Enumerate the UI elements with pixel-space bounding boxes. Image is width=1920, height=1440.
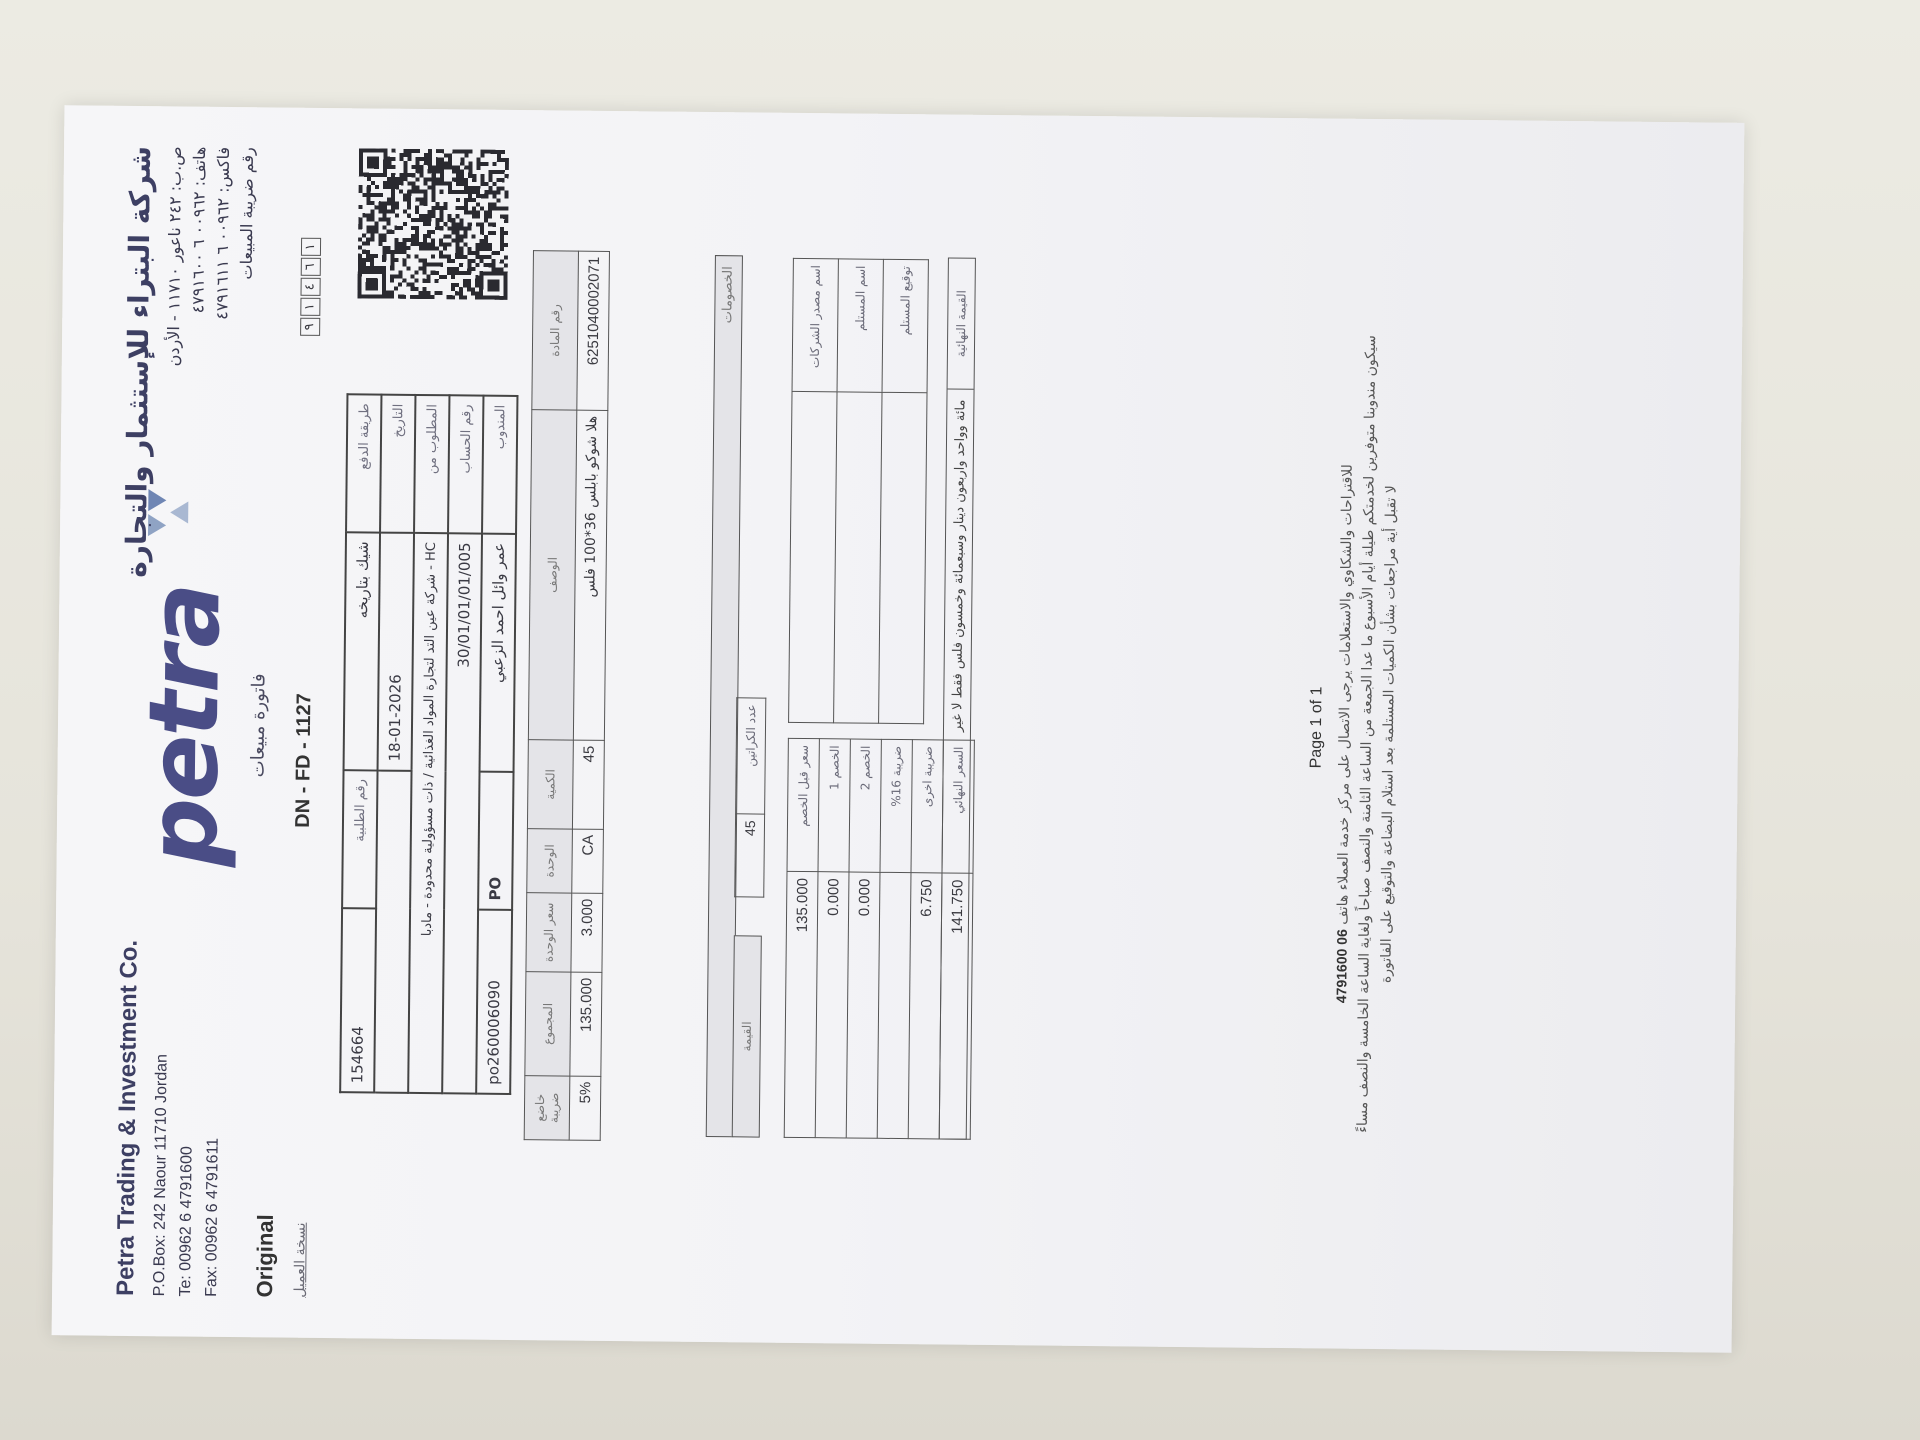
copy-label: نسخة العميل [292, 1222, 309, 1298]
col-code: رقم المادة [532, 251, 579, 410]
company-name-en: Petra Trading & Investment Co. [112, 939, 143, 1297]
invoice-paper [52, 105, 1745, 1353]
carton-total: 45 [735, 814, 765, 897]
footer-hours-line: سيكون مندوبنا متوفرين لخدمتكم طيلة أيام الأسبوع ما عدا الجمعة من الساعة الثامنة والنصف صباحاً ولغاية الساعة الخامسة والنصف مساءً [1354, 335, 1380, 1133]
page-number: Page 1 of 1 [1307, 686, 1326, 769]
item-description: هلا شوكو بابلس 36*100 فلس [573, 410, 607, 740]
customer-label: المطلوب من [414, 395, 449, 533]
other-tax: 6.750 [908, 873, 942, 1139]
totals-row [908, 740, 943, 1139]
col-total: المجموع [525, 972, 571, 1076]
account-number-label: رقم الحساب [448, 395, 483, 533]
tax-digit: ١ [300, 298, 320, 316]
tax-digit: ٩ [300, 318, 320, 336]
col-description: الوصف [528, 410, 576, 740]
item-unit-price: 3.000 [571, 893, 603, 972]
item-total: 135.000 [570, 972, 602, 1076]
issuer-name [789, 391, 837, 722]
company-name-ar: شركة البتراء للإستثمار والتجارة [119, 145, 158, 578]
tax-number [300, 238, 321, 336]
company-tel-en: Te: 00962 6 4791600 [177, 1146, 196, 1297]
company-contact-ar [162, 146, 260, 367]
invoice-title: فاتورة مبيعات [247, 673, 270, 778]
company-contact-en [147, 1054, 228, 1297]
receiver-signature-label: توقيع المستلم [882, 259, 928, 392]
signatures-table [788, 258, 929, 724]
signature-row [789, 258, 839, 722]
invoice-info-table [339, 393, 518, 1095]
col-tax: خاضع ضريبة [524, 1076, 570, 1140]
customer-name: HC - شركة عين التد لتجارة المواد الغذائية / ذات مسؤولية محدودة - مادبا [408, 533, 448, 1093]
order-number: 154664 [340, 908, 376, 1093]
carton-row [735, 698, 766, 897]
tax-number-label: رقم ضريبة المبيعات [236, 147, 258, 280]
footer-policy-line: لا تقبل أية مراجعات بشأن الكميات المستلمة بعد استلام البضاعة والتوقيع على الفاتورة [1378, 485, 1400, 984]
footer-notes [1327, 209, 1405, 1260]
discounts-label: الخصومات [720, 266, 736, 324]
logo-triangle-icon [170, 501, 188, 523]
qr-code [357, 148, 509, 300]
tax-digit: ٦ [301, 258, 321, 276]
amount-words-text: مائة وواحد واربعون دينار وسبعمائة وخمسون فلس فقط لا غير [949, 399, 968, 732]
item-unit: CA [572, 829, 604, 893]
carton-label: عدد الكراتين [736, 698, 766, 814]
totals-row [815, 739, 850, 1138]
footer-phone: 06 4791600 [1333, 929, 1350, 1004]
col-unit: الوحدة [527, 829, 573, 893]
col-unit-price: سعر الوحدة [526, 893, 572, 972]
company-fax-ar: فاكس: ٠٠٩٦٢ ٦ ٤٧٩١٦١١ [212, 146, 234, 320]
account-number: 30/01/01/01/005 [442, 533, 482, 1093]
po-number: po260006090 [476, 909, 512, 1094]
receiver-label: اسم المستلم [837, 259, 883, 392]
order-number-label: رقم الطلبية [342, 770, 377, 908]
totals-row [877, 739, 912, 1138]
copy-type: Original [252, 1214, 278, 1298]
totals-row [784, 738, 819, 1137]
invoice-date: 18-01-2026 [378, 533, 414, 771]
amount-words-label: القيمة النهائية [948, 259, 975, 390]
footer-contact-text: للاقتراحات والشكاوي والاستعلامات يرجى الاتصال على مركز خدمة العملاء هاتف [1334, 464, 1356, 925]
discount-1-label: الخصم 1 [818, 739, 850, 872]
item-qty: 45 [572, 740, 604, 829]
company-fax-en: Fax: 00962 6 4791611 [203, 1137, 222, 1297]
payment-method-label: طريقة الدفع [346, 394, 381, 532]
payment-method: شيك بتاريخه [344, 532, 380, 770]
company-address-ar: ص.ب: ٢٤٢ ناعور ١١٧١٠ - الأردن [163, 146, 186, 367]
other-tax-label: ضريبة اخرى [911, 740, 943, 873]
tax-digit: ٤ [301, 278, 321, 296]
invoice-date-label: التاريخ [380, 395, 415, 533]
receiver-signature [879, 392, 927, 723]
items-table [524, 250, 610, 1141]
subtotal-label: سعر قبل الخصم [787, 738, 819, 871]
tax-16 [877, 872, 911, 1138]
col-qty: الكمية [527, 740, 573, 829]
discount-1: 0.000 [815, 872, 849, 1138]
logo-wordmark: petra [126, 584, 242, 868]
company-tel-ar: هاتف: ٠٠٩٦٢ ٦ ٤٧٩١٦٠٠ [188, 146, 210, 314]
receiver-name [834, 392, 882, 723]
subtotal: 135.000 [784, 871, 818, 1137]
item-code: 6251040002071 [577, 251, 610, 410]
invoice-number: DN - FD - 1127 [291, 693, 316, 828]
po-label: PO [478, 771, 513, 909]
discount-2: 0.000 [846, 872, 880, 1138]
final-price-label: السعر النهائي [942, 740, 974, 873]
signature-row [834, 259, 884, 723]
tax-16-label: ضريبة 16% [880, 739, 912, 872]
salesman-label: المندوب [482, 396, 517, 534]
final-price: 141.750 [939, 873, 973, 1139]
issuer-label: اسم مصدر الشركات [792, 258, 838, 391]
value-header: القيمة [732, 935, 762, 1137]
item-tax: 5% [569, 1076, 601, 1140]
salesman-name: عمر وائل احمد الزعبي [480, 534, 516, 772]
signature-row [879, 259, 929, 723]
tax-digit: ١ [301, 238, 321, 256]
totals-row [846, 739, 881, 1138]
company-address-en: P.O.Box: 242 Naour 11710 Jordan [151, 1053, 171, 1297]
carton-count [734, 697, 766, 897]
invoice-photo [52, 105, 1745, 1353]
info-blank [374, 770, 411, 1093]
discount-2-label: الخصم 2 [849, 739, 881, 872]
info-row [476, 396, 517, 1094]
